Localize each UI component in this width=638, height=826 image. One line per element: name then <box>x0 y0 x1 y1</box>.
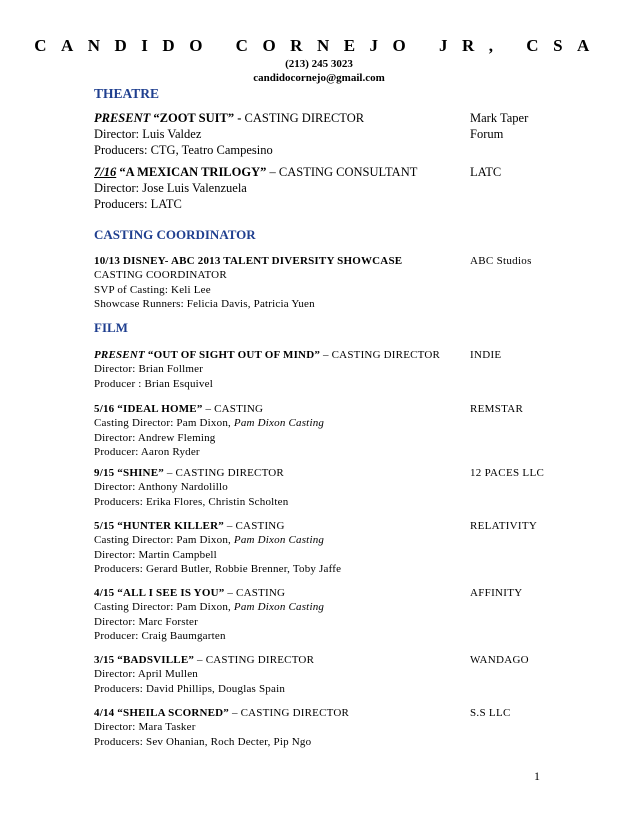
entry-director: Director: Jose Luis Valenzuela <box>94 181 247 195</box>
theatre-entry <box>94 110 554 158</box>
entry-role: – CASTING DIRECTOR <box>163 467 284 479</box>
entry-producers: Producers: CTG, Teatro Campesino <box>94 143 273 157</box>
film-entry <box>94 402 554 460</box>
film-entry <box>94 466 554 509</box>
header-phone: (213) 245 3023 <box>285 58 353 70</box>
entry-title: 4/14 “SHEILA SCORNED” <box>94 707 230 719</box>
film-entry <box>94 706 554 749</box>
entry-date: PRESENT <box>94 111 151 125</box>
entry-venue: ABC Studios <box>470 255 532 267</box>
entry-role: – CASTING <box>224 587 286 599</box>
entry-producers: Producers: Sev Ohanian, Roch Decter, Pip Ngo <box>94 735 312 748</box>
theatre-entry <box>94 164 554 212</box>
entry-director: Director: Martin Campbell <box>94 548 217 561</box>
entry-director: Director: April Mullen <box>94 668 198 681</box>
entry-role: – CASTING DIRECTOR <box>320 349 441 361</box>
entry-director: Director: Mara Tasker <box>94 721 196 734</box>
entry-role: CASTING DIRECTOR <box>241 111 365 125</box>
entry-director: Director: Brian Follmer <box>94 363 204 376</box>
entry-svp: SVP of Casting: Keli Lee <box>94 283 211 296</box>
entry-venue: S.S LLC <box>470 707 511 719</box>
film-entry <box>94 348 554 391</box>
entry-title: “A MEXICAN TRILOGY” <box>116 165 267 179</box>
film-entry <box>94 586 554 644</box>
film-entry <box>94 653 554 696</box>
entry-producer: Producer: Aaron Ryder <box>94 446 200 459</box>
entry-venue: Mark Taper Forum <box>470 111 529 141</box>
entry-director: Director: Andrew Fleming <box>94 431 216 444</box>
entry-title: 4/15 “ALL I SEE IS YOU” <box>94 587 225 599</box>
entry-title: 9/15 “SHINE” <box>94 467 164 479</box>
entry-producers: Producers: David Phillips, Douglas Spain <box>94 682 286 695</box>
entry-producer: Producer: Craig Baumgarten <box>94 630 226 643</box>
entry-producers: Producers: LATC <box>94 197 182 211</box>
entry-director: Director: Marc Forster <box>94 615 198 628</box>
entry-title: “ZOOT SUIT” - <box>153 111 242 125</box>
entry-title: “OUT OF SIGHT OUT OF MIND” <box>144 349 321 361</box>
entry-casting-director: Casting Director: Pam Dixon, Pam Dixon Casting <box>94 417 325 430</box>
entry-runners: Showcase Runners: Felicia Davis, Patricia Yuen <box>94 298 315 311</box>
entry-venue: WANDAGO <box>470 654 529 666</box>
entry-role: – CASTING DIRECTOR <box>194 654 315 666</box>
entry-title: 5/15 “HUNTER KILLER” <box>94 520 224 532</box>
entry-venue: AFFINITY <box>470 587 523 599</box>
entry-casting-director: Casting Director: Pam Dixon, Pam Dixon Casting <box>94 601 325 614</box>
entry-role: – CASTING CONSULTANT <box>266 165 418 179</box>
entry-venue: REMSTAR <box>470 403 524 415</box>
entry-role: – CASTING <box>223 520 285 532</box>
section-heading-theatre: THEATRE <box>94 86 160 101</box>
entry-casting-director: Casting Director: Pam Dixon, Pam Dixon Casting <box>94 534 325 547</box>
casting-entry <box>94 254 554 312</box>
entry-producer: Producer : Brian Esquivel <box>94 377 213 390</box>
entry-role: – CASTING <box>202 403 264 415</box>
header-name: CANDIDO CORNEJO JR, CSA <box>34 36 604 55</box>
entry-title: 3/15 “BADSVILLE” <box>94 654 195 666</box>
entry-role: – CASTING DIRECTOR <box>229 707 350 719</box>
entry-title: 10/13 DISNEY- ABC 2013 TALENT DIVERSITY SHOWCASE <box>94 255 403 267</box>
entry-title: 5/16 “IDEAL HOME” <box>94 403 203 415</box>
section-heading-casting-coordinator: CASTING COORDINATOR <box>94 227 256 242</box>
entry-venue: 12 PACES LLC <box>470 467 545 479</box>
header-email: candidocornejo@gmail.com <box>253 72 385 84</box>
section-heading-film: FILM <box>94 320 128 335</box>
page-number: 1 <box>534 769 540 783</box>
entry-director: Director: Luis Valdez <box>94 127 202 141</box>
entry-role: CASTING COORDINATOR <box>94 269 227 282</box>
entry-venue: LATC <box>470 165 502 179</box>
entry-date: 7/16 <box>94 165 117 179</box>
entry-director: Director: Anthony Nardolillo <box>94 481 228 494</box>
film-entry <box>94 519 554 577</box>
entry-producers: Producers: Erika Flores, Christin Scholten <box>94 495 289 508</box>
entry-venue: INDIE <box>470 349 502 361</box>
entry-date: PRESENT <box>94 349 145 361</box>
entry-producers: Producers: Gerard Butler, Robbie Brenner, Toby Jaffe <box>94 563 342 576</box>
entry-venue: RELATIVITY <box>470 520 538 532</box>
